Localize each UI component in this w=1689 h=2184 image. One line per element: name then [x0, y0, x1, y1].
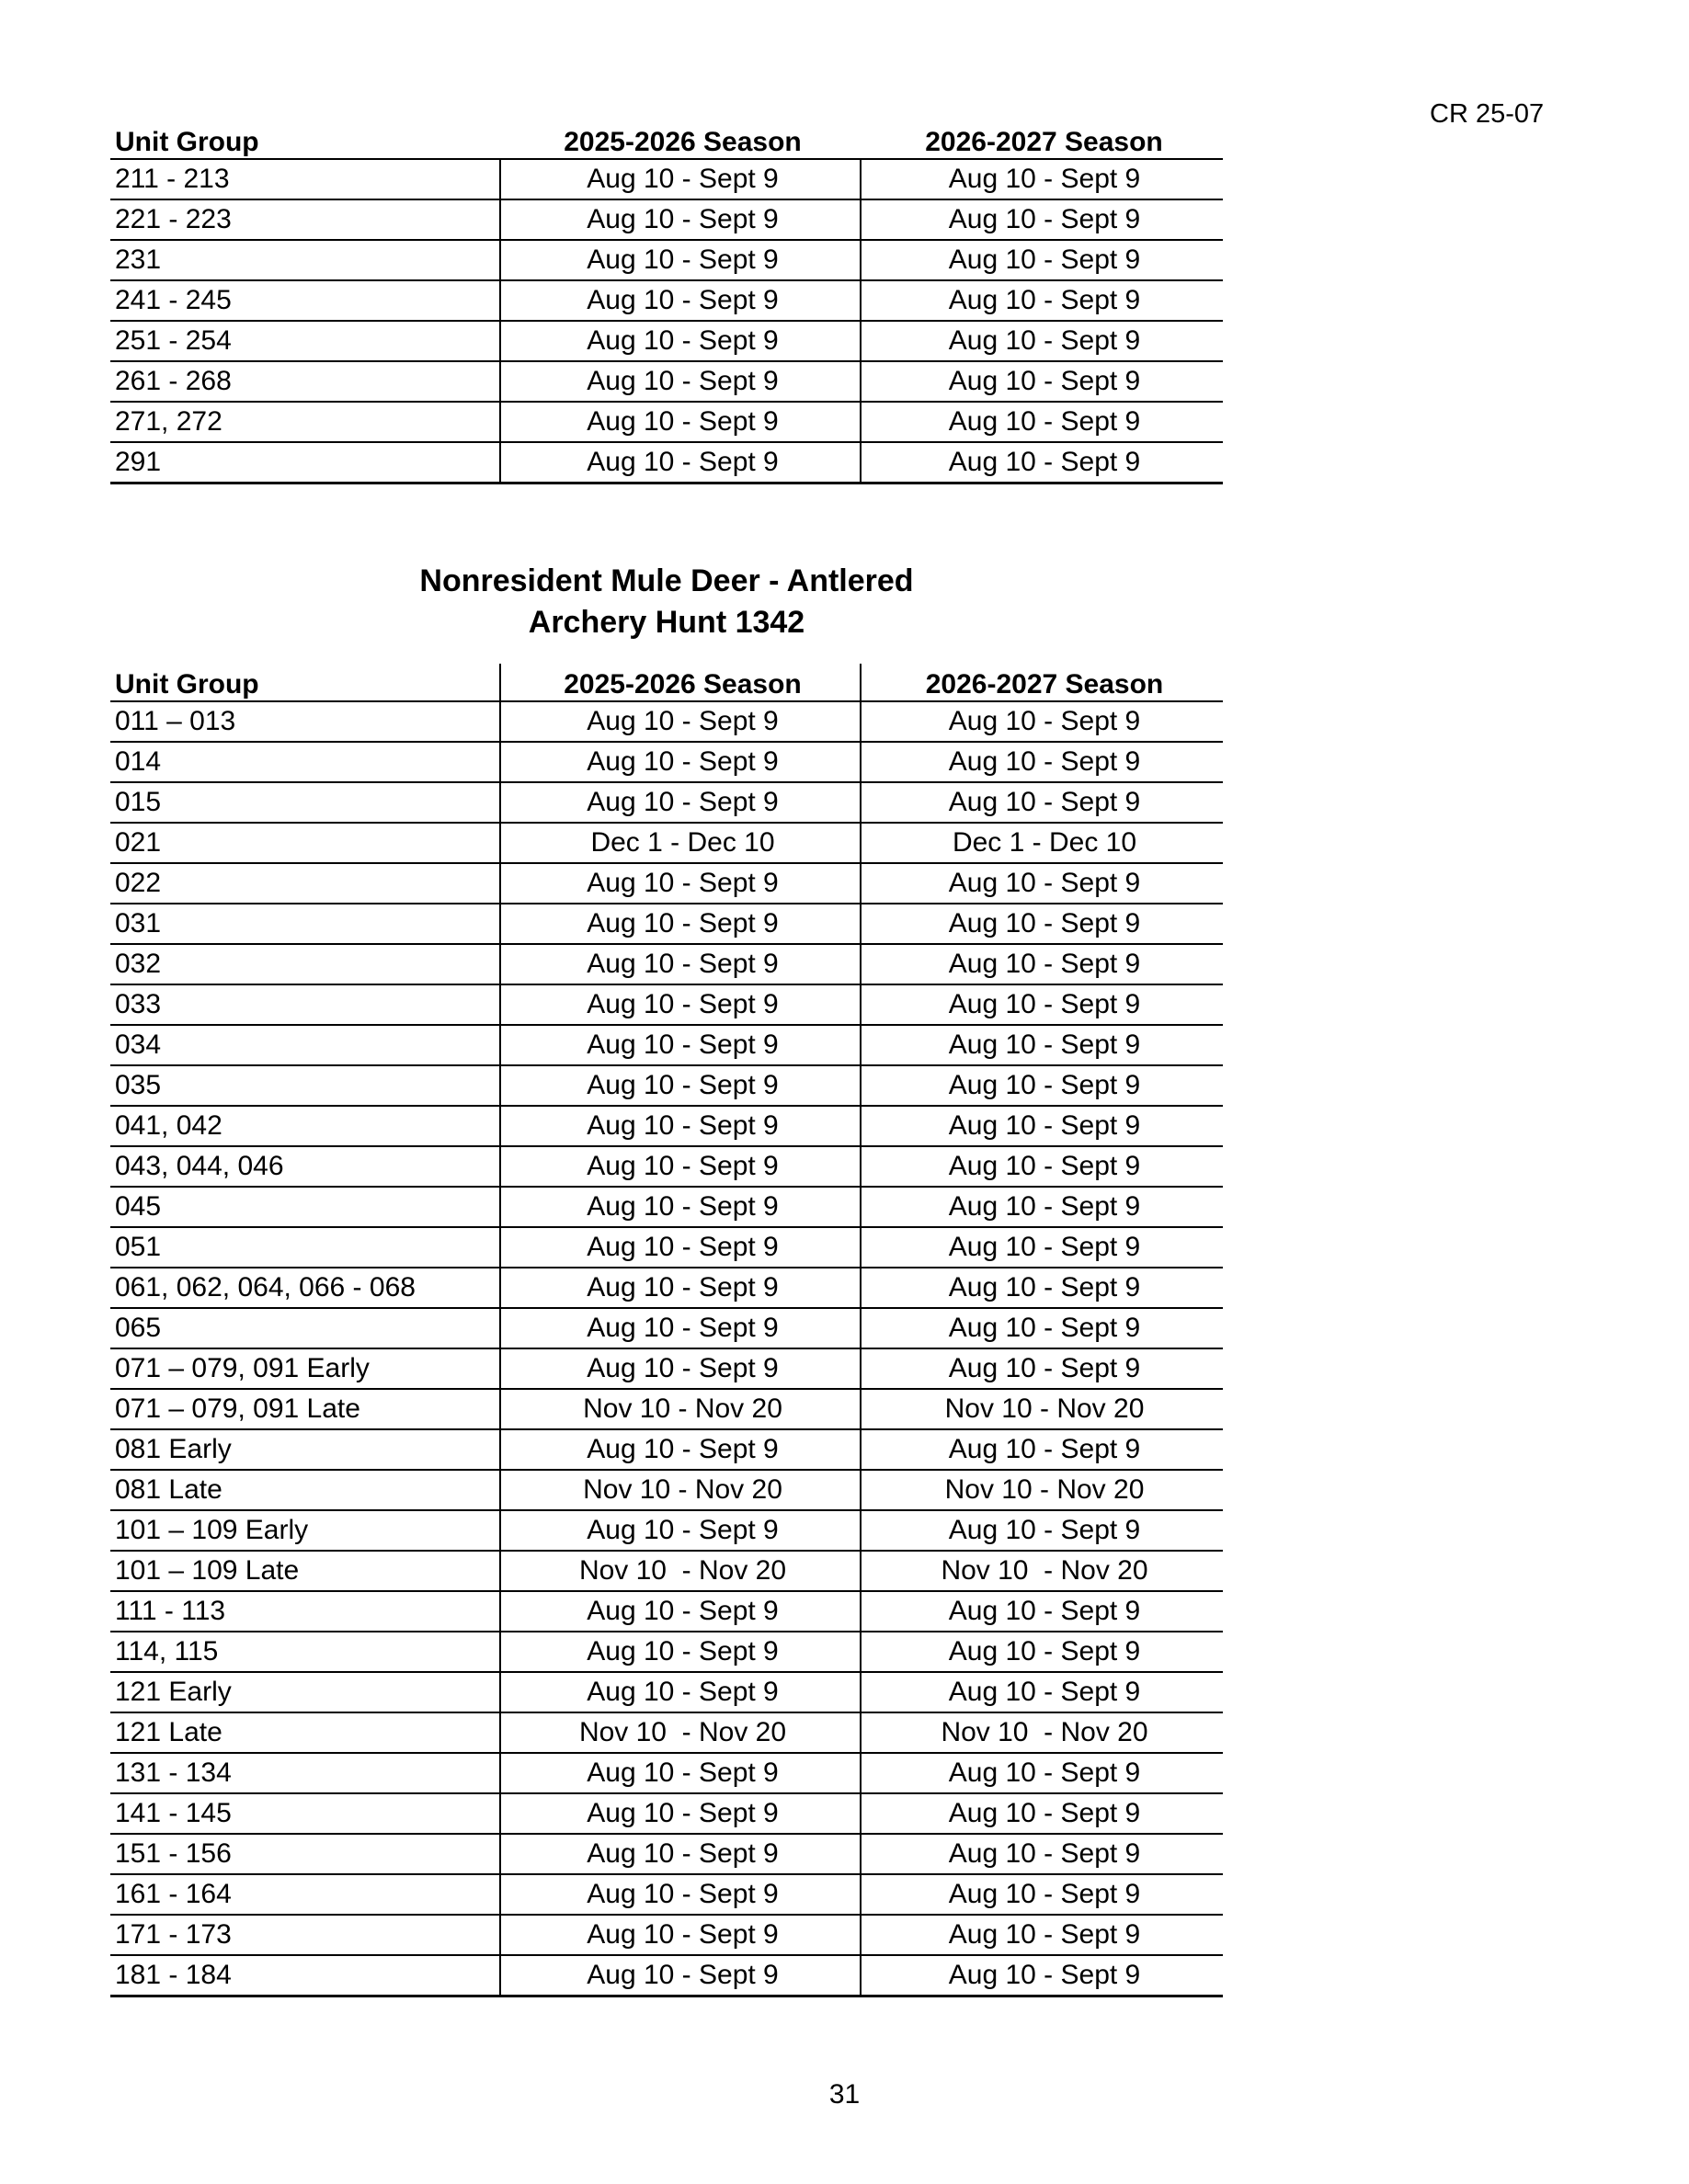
cell-unit-group: 231 — [110, 240, 500, 280]
table-row — [110, 701, 1223, 742]
table-row — [110, 1915, 1223, 1955]
season-table-2 — [110, 664, 1223, 1997]
cell-season-2025: Aug 10 - Sept 9 — [500, 1146, 861, 1187]
cell-season-2026: Aug 10 - Sept 9 — [861, 1308, 1223, 1348]
cell-season-2025: Nov 10 - Nov 20 — [500, 1712, 861, 1753]
cell-season-2026: Aug 10 - Sept 9 — [861, 1025, 1223, 1065]
cell-unit-group: 141 - 145 — [110, 1793, 500, 1834]
table-row — [110, 1348, 1223, 1389]
cell-season-2026: Aug 10 - Sept 9 — [861, 1591, 1223, 1632]
cell-season-2025: Aug 10 - Sept 9 — [500, 442, 861, 483]
cell-season-2025: Aug 10 - Sept 9 — [500, 984, 861, 1025]
cell-unit-group: 032 — [110, 944, 500, 984]
cell-season-2026: Aug 10 - Sept 9 — [861, 361, 1223, 402]
cell-unit-group: 061, 062, 064, 066 - 068 — [110, 1268, 500, 1308]
cell-season-2026: Aug 10 - Sept 9 — [861, 1146, 1223, 1187]
section-title — [110, 561, 1223, 643]
table-row — [110, 1106, 1223, 1146]
cell-unit-group: 261 - 268 — [110, 361, 500, 402]
cell-season-2026: Aug 10 - Sept 9 — [861, 1874, 1223, 1915]
cell-season-2025: Nov 10 - Nov 20 — [500, 1551, 861, 1591]
table-header-row — [110, 116, 1223, 159]
cell-season-2026: Aug 10 - Sept 9 — [861, 1915, 1223, 1955]
cell-season-2025: Aug 10 - Sept 9 — [500, 1308, 861, 1348]
cell-season-2025: Dec 1 - Dec 10 — [500, 823, 861, 863]
cell-season-2026: Aug 10 - Sept 9 — [861, 199, 1223, 240]
cell-season-2025: Aug 10 - Sept 9 — [500, 863, 861, 904]
cell-unit-group: 271, 272 — [110, 402, 500, 442]
table-row — [110, 1227, 1223, 1268]
cell-season-2025: Aug 10 - Sept 9 — [500, 1025, 861, 1065]
cell-season-2025: Aug 10 - Sept 9 — [500, 280, 861, 321]
table-row — [110, 1146, 1223, 1187]
section-title-line-2: Archery Hunt 1342 — [528, 605, 805, 640]
cell-unit-group: 114, 115 — [110, 1632, 500, 1672]
table-row — [110, 199, 1223, 240]
cell-season-2026: Aug 10 - Sept 9 — [861, 904, 1223, 944]
cell-season-2025: Aug 10 - Sept 9 — [500, 1510, 861, 1551]
cell-season-2026: Nov 10 - Nov 20 — [861, 1712, 1223, 1753]
cell-unit-group: 151 - 156 — [110, 1834, 500, 1874]
cell-season-2025: Aug 10 - Sept 9 — [500, 1429, 861, 1470]
section-title-line-1: Nonresident Mule Deer - Antlered — [419, 563, 914, 598]
cell-unit-group: 031 — [110, 904, 500, 944]
cell-season-2025: Aug 10 - Sept 9 — [500, 321, 861, 361]
cell-unit-group: 014 — [110, 742, 500, 782]
cell-season-2026: Aug 10 - Sept 9 — [861, 1510, 1223, 1551]
cell-season-2025: Aug 10 - Sept 9 — [500, 1268, 861, 1308]
cell-season-2026: Aug 10 - Sept 9 — [861, 240, 1223, 280]
table-row — [110, 1510, 1223, 1551]
table-row — [110, 1834, 1223, 1874]
table-row — [110, 1753, 1223, 1793]
table-row — [110, 361, 1223, 402]
cell-season-2025: Aug 10 - Sept 9 — [500, 904, 861, 944]
cell-season-2025: Aug 10 - Sept 9 — [500, 199, 861, 240]
cell-unit-group: 161 - 164 — [110, 1874, 500, 1915]
cell-unit-group: 121 Late — [110, 1712, 500, 1753]
table-row — [110, 1712, 1223, 1753]
cell-season-2026: Aug 10 - Sept 9 — [861, 1793, 1223, 1834]
table-row — [110, 1955, 1223, 1996]
cell-season-2026: Aug 10 - Sept 9 — [861, 159, 1223, 199]
table-row — [110, 159, 1223, 199]
table-row — [110, 1429, 1223, 1470]
cell-season-2026: Aug 10 - Sept 9 — [861, 402, 1223, 442]
column-header-season-2025: 2025-2026 Season — [500, 116, 861, 159]
cell-unit-group: 045 — [110, 1187, 500, 1227]
cell-unit-group: 033 — [110, 984, 500, 1025]
table-row — [110, 280, 1223, 321]
table-row — [110, 1389, 1223, 1429]
table-header-row — [110, 664, 1223, 701]
cell-season-2026: Nov 10 - Nov 20 — [861, 1389, 1223, 1429]
cell-season-2025: Aug 10 - Sept 9 — [500, 159, 861, 199]
cell-season-2025: Aug 10 - Sept 9 — [500, 782, 861, 823]
table-row — [110, 984, 1223, 1025]
cell-season-2025: Aug 10 - Sept 9 — [500, 1227, 861, 1268]
cell-unit-group: 241 - 245 — [110, 280, 500, 321]
cell-season-2026: Aug 10 - Sept 9 — [861, 1106, 1223, 1146]
cell-season-2026: Aug 10 - Sept 9 — [861, 1753, 1223, 1793]
cell-unit-group: 071 – 079, 091 Late — [110, 1389, 500, 1429]
cell-season-2025: Aug 10 - Sept 9 — [500, 944, 861, 984]
table-row — [110, 1268, 1223, 1308]
page-number: 31 — [828, 2079, 861, 2110]
table-body — [110, 701, 1223, 1996]
cell-season-2026: Aug 10 - Sept 9 — [861, 1955, 1223, 1996]
cell-season-2025: Aug 10 - Sept 9 — [500, 1753, 861, 1793]
cell-season-2026: Dec 1 - Dec 10 — [861, 823, 1223, 863]
cell-season-2026: Aug 10 - Sept 9 — [861, 1348, 1223, 1389]
cell-season-2026: Aug 10 - Sept 9 — [861, 701, 1223, 742]
cell-unit-group: 081 Late — [110, 1470, 500, 1510]
cell-season-2025: Aug 10 - Sept 9 — [500, 1915, 861, 1955]
column-header-season-2026: 2026-2027 Season — [861, 664, 1223, 701]
cell-season-2025: Aug 10 - Sept 9 — [500, 1672, 861, 1712]
table-row — [110, 742, 1223, 782]
cell-season-2026: Aug 10 - Sept 9 — [861, 280, 1223, 321]
cell-unit-group: 043, 044, 046 — [110, 1146, 500, 1187]
column-header-season-2025: 2025-2026 Season — [500, 664, 861, 701]
cell-season-2026: Aug 10 - Sept 9 — [861, 1632, 1223, 1672]
cell-unit-group: 035 — [110, 1065, 500, 1106]
table-row — [110, 944, 1223, 984]
cell-season-2025: Aug 10 - Sept 9 — [500, 1187, 861, 1227]
cell-season-2026: Aug 10 - Sept 9 — [861, 944, 1223, 984]
cell-season-2025: Aug 10 - Sept 9 — [500, 1348, 861, 1389]
cell-season-2026: Aug 10 - Sept 9 — [861, 442, 1223, 483]
cell-season-2025: Aug 10 - Sept 9 — [500, 361, 861, 402]
table-row — [110, 1065, 1223, 1106]
cell-season-2026: Aug 10 - Sept 9 — [861, 984, 1223, 1025]
cell-season-2026: Nov 10 - Nov 20 — [861, 1551, 1223, 1591]
column-header-unit-group: Unit Group — [110, 116, 500, 159]
table-row — [110, 1187, 1223, 1227]
table-row — [110, 823, 1223, 863]
cell-season-2025: Aug 10 - Sept 9 — [500, 1874, 861, 1915]
cell-season-2025: Aug 10 - Sept 9 — [500, 1793, 861, 1834]
table-row — [110, 1025, 1223, 1065]
cell-unit-group: 131 - 134 — [110, 1753, 500, 1793]
cell-season-2026: Aug 10 - Sept 9 — [861, 1672, 1223, 1712]
cell-unit-group: 171 - 173 — [110, 1915, 500, 1955]
cell-season-2025: Aug 10 - Sept 9 — [500, 1834, 861, 1874]
cell-season-2026: Nov 10 - Nov 20 — [861, 1470, 1223, 1510]
cell-unit-group: 181 - 184 — [110, 1955, 500, 1996]
cell-season-2026: Aug 10 - Sept 9 — [861, 1834, 1223, 1874]
table-row — [110, 904, 1223, 944]
table-row — [110, 442, 1223, 483]
cell-unit-group: 291 — [110, 442, 500, 483]
table-row — [110, 1308, 1223, 1348]
cell-season-2025: Nov 10 - Nov 20 — [500, 1470, 861, 1510]
season-table-1 — [110, 116, 1223, 484]
cell-unit-group: 065 — [110, 1308, 500, 1348]
cell-season-2026: Aug 10 - Sept 9 — [861, 1429, 1223, 1470]
table-row — [110, 1470, 1223, 1510]
document-code: CR 25-07 — [1430, 99, 1545, 129]
table-row — [110, 863, 1223, 904]
column-header-season-2026: 2026-2027 Season — [861, 116, 1223, 159]
table-row — [110, 1874, 1223, 1915]
cell-unit-group: 121 Early — [110, 1672, 500, 1712]
cell-unit-group: 071 – 079, 091 Early — [110, 1348, 500, 1389]
cell-unit-group: 081 Early — [110, 1429, 500, 1470]
table-row — [110, 1793, 1223, 1834]
cell-unit-group: 034 — [110, 1025, 500, 1065]
cell-unit-group: 051 — [110, 1227, 500, 1268]
table-row — [110, 240, 1223, 280]
cell-unit-group: 021 — [110, 823, 500, 863]
cell-season-2026: Aug 10 - Sept 9 — [861, 1065, 1223, 1106]
table-row — [110, 321, 1223, 361]
column-header-unit-group: Unit Group — [110, 664, 500, 701]
cell-season-2025: Aug 10 - Sept 9 — [500, 1065, 861, 1106]
cell-season-2025: Aug 10 - Sept 9 — [500, 1955, 861, 1996]
table-row — [110, 1672, 1223, 1712]
cell-season-2025: Aug 10 - Sept 9 — [500, 742, 861, 782]
table-body — [110, 159, 1223, 483]
cell-unit-group: 015 — [110, 782, 500, 823]
cell-season-2026: Aug 10 - Sept 9 — [861, 1268, 1223, 1308]
cell-season-2025: Aug 10 - Sept 9 — [500, 1591, 861, 1632]
table-row — [110, 782, 1223, 823]
table-row — [110, 402, 1223, 442]
cell-unit-group: 022 — [110, 863, 500, 904]
table-row — [110, 1632, 1223, 1672]
cell-unit-group: 101 – 109 Late — [110, 1551, 500, 1591]
cell-unit-group: 211 - 213 — [110, 159, 500, 199]
cell-season-2026: Aug 10 - Sept 9 — [861, 742, 1223, 782]
cell-season-2025: Aug 10 - Sept 9 — [500, 1106, 861, 1146]
cell-season-2025: Aug 10 - Sept 9 — [500, 402, 861, 442]
cell-unit-group: 011 – 013 — [110, 701, 500, 742]
cell-season-2025: Aug 10 - Sept 9 — [500, 701, 861, 742]
cell-season-2025: Nov 10 - Nov 20 — [500, 1389, 861, 1429]
table-row — [110, 1551, 1223, 1591]
cell-season-2025: Aug 10 - Sept 9 — [500, 1632, 861, 1672]
cell-season-2026: Aug 10 - Sept 9 — [861, 1187, 1223, 1227]
cell-unit-group: 101 – 109 Early — [110, 1510, 500, 1551]
table-row — [110, 1591, 1223, 1632]
cell-season-2026: Aug 10 - Sept 9 — [861, 863, 1223, 904]
cell-unit-group: 041, 042 — [110, 1106, 500, 1146]
cell-season-2025: Aug 10 - Sept 9 — [500, 240, 861, 280]
cell-season-2026: Aug 10 - Sept 9 — [861, 782, 1223, 823]
cell-unit-group: 111 - 113 — [110, 1591, 500, 1632]
cell-season-2026: Aug 10 - Sept 9 — [861, 321, 1223, 361]
cell-unit-group: 251 - 254 — [110, 321, 500, 361]
cell-season-2026: Aug 10 - Sept 9 — [861, 1227, 1223, 1268]
cell-unit-group: 221 - 223 — [110, 199, 500, 240]
